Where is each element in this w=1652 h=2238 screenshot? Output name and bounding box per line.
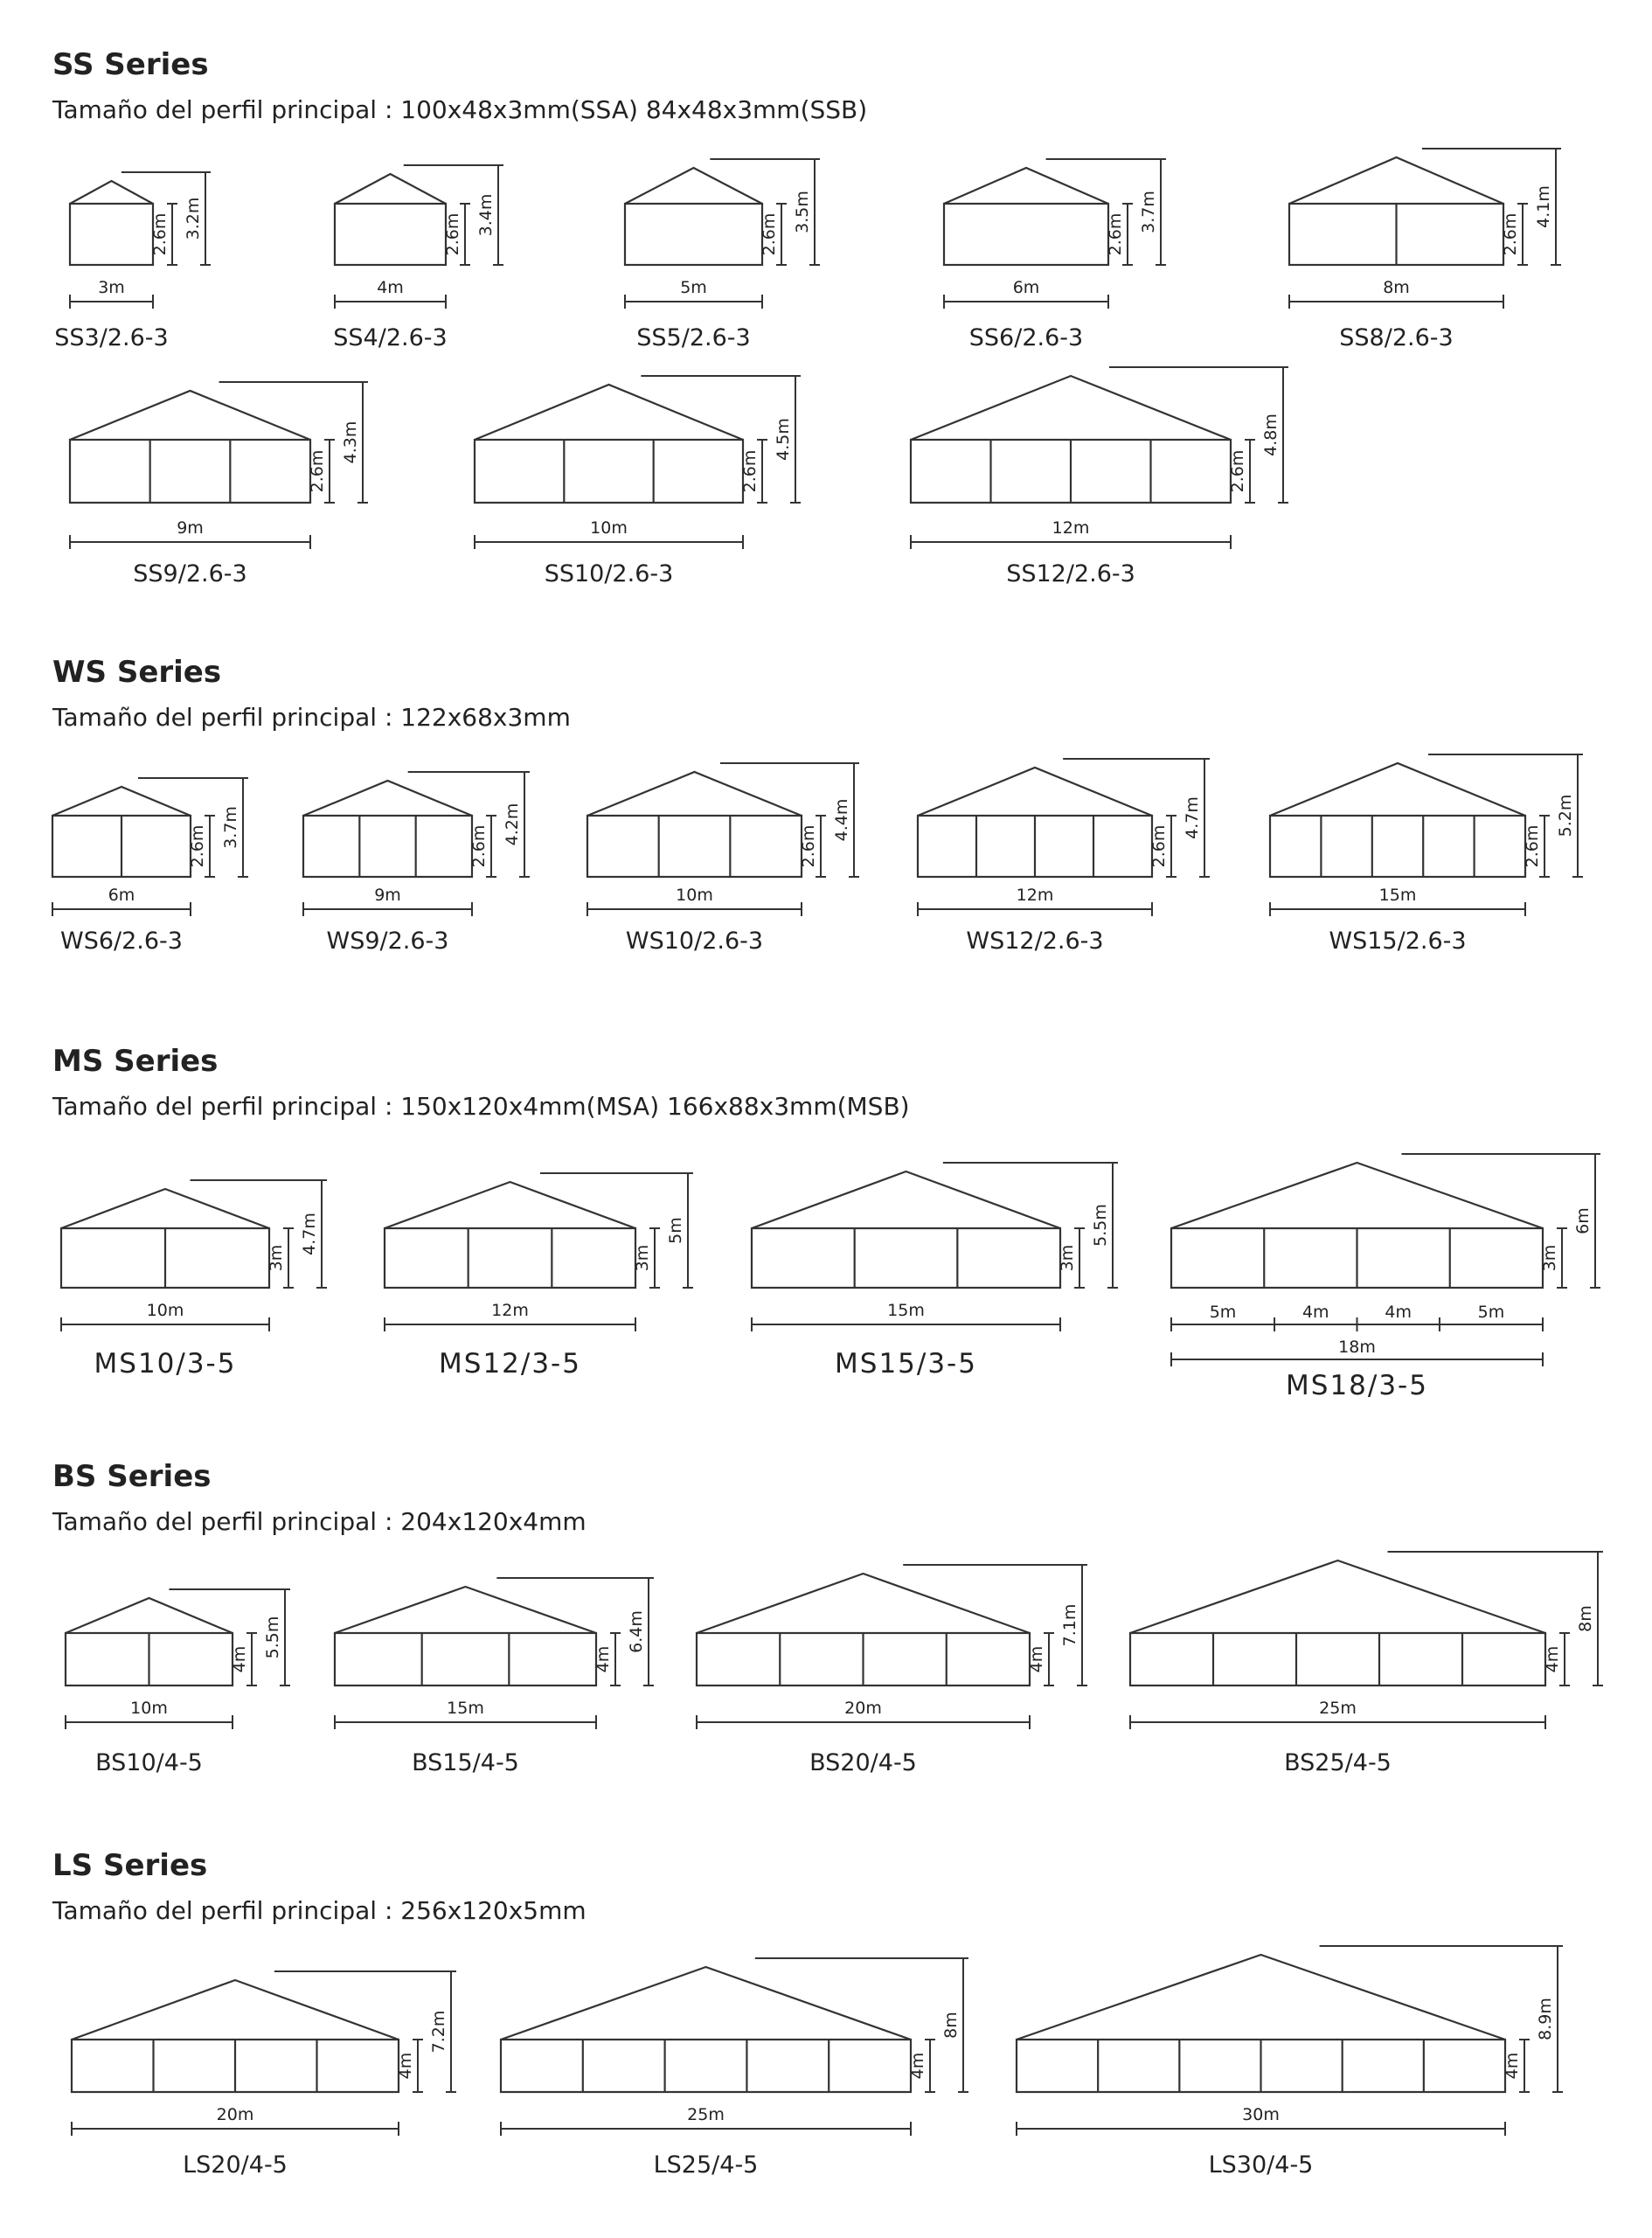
peak-height-label: 3.5m xyxy=(793,191,812,233)
width-label: 10m xyxy=(590,518,628,538)
tent-roof xyxy=(501,1967,911,2040)
tent-roof xyxy=(752,1171,1060,1228)
width-label: 4m xyxy=(377,278,404,297)
tent-roof xyxy=(52,787,191,816)
side-height-label: 2.6m xyxy=(1106,212,1125,256)
width-label: 18m xyxy=(1338,1338,1376,1357)
tent-model xyxy=(1171,1154,1600,1401)
tent-model xyxy=(1017,1946,1563,2179)
peak-height-label: 4.2m xyxy=(503,803,522,846)
tent-model xyxy=(52,778,248,955)
tent-body xyxy=(70,204,153,265)
model-name: SS12/2.6-3 xyxy=(1006,560,1135,587)
tent-roof xyxy=(385,1182,635,1228)
profile-size-text: Tamaño del perfil principal : 100x48x3mm(SSA) 84x48x3mm(SSB) xyxy=(52,95,868,124)
tent-roof xyxy=(1289,157,1503,204)
peak-height-label: 6m xyxy=(1573,1207,1593,1234)
side-height-label: 2.6m xyxy=(1149,824,1169,868)
peak-height-label: 8m xyxy=(941,2012,961,2039)
tent-model xyxy=(944,159,1166,351)
model-name: SS10/2.6-3 xyxy=(544,560,674,587)
width-label: 5m xyxy=(680,278,707,297)
tent-body xyxy=(752,1228,1060,1288)
side-height-label: 2.6m xyxy=(443,212,462,256)
side-height-label: 4m xyxy=(908,2052,927,2080)
tent-roof xyxy=(61,1189,269,1228)
model-name: BS15/4-5 xyxy=(412,1749,519,1776)
width-label: 8m xyxy=(1383,278,1410,297)
tent-model xyxy=(303,772,530,955)
tent-roof xyxy=(1017,1955,1505,2040)
side-height-label: 3m xyxy=(633,1244,652,1272)
peak-height-label: 4.7m xyxy=(1183,796,1202,839)
width-label: 10m xyxy=(146,1301,184,1320)
width-label: 15m xyxy=(887,1301,925,1320)
peak-height-label: 7.1m xyxy=(1060,1603,1079,1647)
side-height-label: 2.6m xyxy=(760,212,779,256)
profile-size-text: Tamaño del perfil principal : 256x120x5mm xyxy=(52,1896,587,1925)
profile-size-text: Tamaño del perfil principal : 150x120x4mm(MSA) 166x88x3mm(MSB) xyxy=(52,1092,910,1121)
model-name: MS10/3-5 xyxy=(94,1348,237,1380)
model-name: LS25/4-5 xyxy=(653,2151,759,2179)
side-height-label: 4m xyxy=(1503,2052,1522,2080)
tent-roof xyxy=(625,168,762,204)
model-name: WS6/2.6-3 xyxy=(60,928,183,955)
model-name: WS9/2.6-3 xyxy=(326,928,449,955)
width-label: 6m xyxy=(1012,278,1040,297)
tent-model xyxy=(918,759,1210,955)
width-label: 3m xyxy=(98,278,125,297)
segment-width-label: 4m xyxy=(1385,1303,1413,1322)
width-label: 12m xyxy=(1016,886,1054,905)
model-name: SS8/2.6-3 xyxy=(1339,324,1454,351)
tent-model xyxy=(1130,1552,1603,1776)
tent-roof xyxy=(335,1587,596,1633)
tent-model xyxy=(501,1958,968,2179)
tent-model xyxy=(70,382,368,587)
side-height-label: 2.6m xyxy=(1501,212,1520,256)
model-name: LS30/4-5 xyxy=(1208,2151,1314,2179)
tent-model xyxy=(333,165,503,351)
tent-body xyxy=(944,204,1108,265)
profile-size-text: Tamaño del perfil principal : 204x120x4mm xyxy=(52,1507,587,1536)
width-label: 10m xyxy=(676,886,713,905)
series-section xyxy=(52,47,1561,587)
tent-model xyxy=(1270,754,1583,955)
series-title: LS Series xyxy=(52,1848,208,1883)
tent-body xyxy=(385,1228,635,1288)
series-title: MS Series xyxy=(52,1044,219,1079)
segment-width-label: 4m xyxy=(1301,1303,1329,1322)
tent-body xyxy=(1270,816,1525,877)
width-label: 25m xyxy=(687,2105,725,2124)
peak-height-label: 5.5m xyxy=(263,1616,282,1659)
model-name: SS6/2.6-3 xyxy=(968,324,1084,351)
model-name: BS20/4-5 xyxy=(809,1749,917,1776)
tent-body xyxy=(587,816,802,877)
peak-height-label: 4.7m xyxy=(300,1213,319,1255)
tent-body xyxy=(475,440,743,503)
tent-body xyxy=(303,816,472,877)
tent-body xyxy=(335,1633,596,1685)
series-title: BS Series xyxy=(52,1459,212,1494)
tent-model xyxy=(697,1565,1087,1776)
model-name: BS25/4-5 xyxy=(1284,1749,1392,1776)
peak-height-label: 4.3m xyxy=(341,420,360,464)
tent-roof xyxy=(335,174,446,204)
width-label: 6m xyxy=(108,886,135,905)
tent-model xyxy=(625,159,820,351)
side-height-label: 2.6m xyxy=(150,212,170,256)
tent-body xyxy=(501,2040,911,2092)
model-name: BS10/4-5 xyxy=(95,1749,203,1776)
tent-roof xyxy=(70,391,310,440)
peak-height-label: 5.5m xyxy=(1091,1204,1110,1247)
tent-roof xyxy=(587,772,802,816)
segment-width-label: 5m xyxy=(1209,1303,1237,1322)
profile-size-text: Tamaño del perfil principal : 122x68x3mm xyxy=(52,703,571,732)
width-label: 30m xyxy=(1242,2105,1280,2124)
side-height-label: 2.6m xyxy=(1228,449,1247,493)
side-height-label: 2.6m xyxy=(740,449,760,493)
width-label: 15m xyxy=(447,1699,484,1718)
tent-body xyxy=(335,204,446,265)
side-height-label: 2.6m xyxy=(1523,824,1542,868)
tent-body xyxy=(70,440,310,503)
peak-height-label: 8.9m xyxy=(1536,1998,1555,2040)
peak-height-label: 3.7m xyxy=(1139,191,1158,233)
model-name: SS3/2.6-3 xyxy=(54,324,169,351)
peak-height-label: 3.7m xyxy=(221,806,240,849)
side-height-label: 4m xyxy=(396,2052,415,2080)
side-height-label: 4m xyxy=(1027,1645,1046,1673)
peak-height-label: 3.4m xyxy=(476,193,496,237)
width-label: 9m xyxy=(374,886,401,905)
model-name: MS18/3-5 xyxy=(1286,1370,1428,1401)
tent-model xyxy=(1289,149,1561,351)
tent-roof xyxy=(697,1574,1030,1633)
tent-model xyxy=(54,172,211,351)
tent-model xyxy=(475,376,801,587)
peak-height-label: 5m xyxy=(666,1217,685,1244)
tent-roof xyxy=(72,1980,399,2040)
tent-model xyxy=(335,1578,654,1776)
tent-roof xyxy=(70,181,153,204)
width-label: 25m xyxy=(1319,1699,1357,1718)
side-height-label: 4m xyxy=(230,1645,249,1673)
width-label: 9m xyxy=(177,518,204,538)
peak-height-label: 6.4m xyxy=(627,1610,646,1653)
tent-model xyxy=(911,367,1288,587)
side-height-label: 3m xyxy=(1058,1244,1077,1272)
peak-height-label: 4.1m xyxy=(1534,185,1553,228)
tent-roof xyxy=(66,1598,233,1633)
tent-roof xyxy=(944,168,1108,204)
peak-height-label: 5.2m xyxy=(1556,794,1575,838)
width-label: 20m xyxy=(844,1699,882,1718)
tent-body xyxy=(625,204,762,265)
peak-height-label: 3.2m xyxy=(184,197,203,240)
side-height-label: 3m xyxy=(267,1244,286,1272)
width-label: 12m xyxy=(491,1301,529,1320)
series-section xyxy=(52,1044,1600,1401)
model-name: LS20/4-5 xyxy=(183,2151,288,2179)
model-name: SS9/2.6-3 xyxy=(133,560,247,587)
series-section xyxy=(52,655,1583,955)
series-section xyxy=(52,1459,1603,1776)
side-height-label: 4m xyxy=(593,1645,613,1673)
segment-width-label: 5m xyxy=(1477,1303,1505,1322)
tent-body xyxy=(1130,1633,1545,1685)
series-title: SS Series xyxy=(52,47,209,82)
width-label: 20m xyxy=(216,2105,254,2124)
width-label: 10m xyxy=(130,1699,168,1718)
side-height-label: 3m xyxy=(1540,1244,1559,1272)
width-label: 15m xyxy=(1378,886,1417,905)
model-name: MS12/3-5 xyxy=(439,1348,581,1380)
side-height-label: 2.6m xyxy=(799,824,818,868)
model-name: WS15/2.6-3 xyxy=(1329,928,1467,955)
model-name: WS10/2.6-3 xyxy=(625,928,764,955)
tent-roof xyxy=(918,768,1152,816)
side-height-label: 2.6m xyxy=(469,824,489,868)
width-label: 12m xyxy=(1052,518,1090,538)
peak-height-label: 4.5m xyxy=(774,418,793,461)
peak-height-label: 4.8m xyxy=(1261,414,1281,456)
tent-roof xyxy=(1130,1560,1545,1633)
tent-model xyxy=(385,1173,693,1380)
model-name: MS15/3-5 xyxy=(835,1348,977,1380)
tent-model xyxy=(72,1971,456,2179)
tent-roof xyxy=(303,781,472,816)
model-name: SS4/2.6-3 xyxy=(333,324,448,351)
peak-height-label: 7.2m xyxy=(429,2010,448,2054)
side-height-label: 4m xyxy=(1543,1645,1562,1673)
model-name: SS5/2.6-3 xyxy=(636,324,751,351)
tent-roof xyxy=(1171,1163,1543,1228)
side-height-label: 2.6m xyxy=(308,449,327,493)
peak-height-label: 4.4m xyxy=(832,798,851,842)
tent-model xyxy=(66,1589,290,1776)
model-name: WS12/2.6-3 xyxy=(966,928,1104,955)
tent-model xyxy=(61,1180,327,1380)
tent-model xyxy=(587,763,859,955)
tent-model xyxy=(752,1163,1118,1380)
series-title: WS Series xyxy=(52,655,222,690)
tent-roof xyxy=(475,385,743,440)
side-height-label: 2.6m xyxy=(188,824,207,868)
peak-height-label: 8m xyxy=(1576,1605,1595,1632)
tent-roof xyxy=(1270,763,1525,816)
tent-roof xyxy=(911,376,1231,440)
series-section xyxy=(52,1848,1563,2179)
